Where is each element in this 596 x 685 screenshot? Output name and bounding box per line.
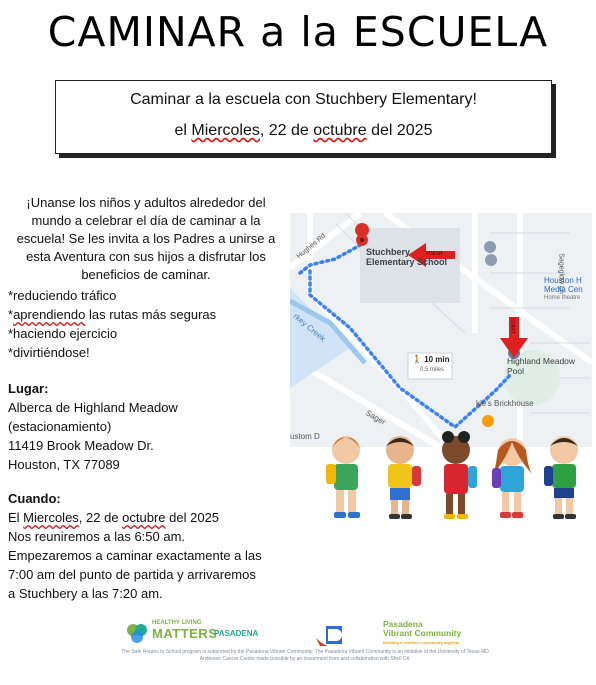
healthy-living-logo-main: MATTERS [152,626,218,641]
location-section [8,379,178,474]
benefit-word: aprendiendo [13,307,86,322]
location-line: 11419 Brook Meadow Dr. [8,438,154,453]
footer-disclaimer: The Safe Routes to School program is supported by the Pasadena Vibrant Community. The Pasadena Vibrant Community is an initiative of the University of Texas MD Anderson Cancer Center made possible by an investment from and collaboration with Shell Oil. [121,649,489,662]
kid-4 [492,438,532,518]
banner-line-1: Caminar a la escuela con Stuchbery Elementary! [130,91,477,108]
walk-time-value: 10 min [424,355,450,364]
finish-arrow-label: FINISH [426,251,443,257]
location-line: (estacionamiento) [8,419,112,434]
benefit-item: *reduciendo tráfico [8,288,117,303]
pasadena-shield-logo [316,624,344,648]
poi-label-line: Home theatre [544,295,581,301]
healthy-living-logo-city: PASADENA [214,629,259,638]
road-label: Hughes Rd [295,232,328,261]
poi-label-line: Houston H [544,276,582,285]
benefit-item: *haciendo ejercicio [8,326,118,341]
kid-3 [442,431,477,519]
banner-date-year: del 2025 [366,122,433,139]
when-line: Empezaremos a caminar exactamente a las [8,548,262,563]
benefit-rest: las rutas más seguras [85,307,217,322]
page-title: CAMINAR a la ESCUELA [47,8,549,56]
vibrant-community-tagline: Building a healthier community together [383,640,460,645]
school-label-line: Stuchbery [366,247,411,257]
banner-date-month: octubre [313,122,367,139]
vibrant-community-line: Pasadena [383,619,423,629]
walk-time-box [412,355,450,375]
benefit-item: *divirtiéndose! [8,345,90,360]
when-line [8,508,290,527]
creek-label: rkey Creek [291,311,328,344]
poi-label [544,276,583,303]
healthy-living-logo-top: HEALTHY LIVING [152,620,202,626]
vibrant-community-line: Vibrant Community [383,628,462,638]
when-line: Nos reuniremos a las 6:50 am. [8,529,186,544]
banner-date-mid: , 22 de [259,122,314,139]
kid-2 [386,436,421,519]
route-map [290,213,592,447]
banner-line-2 [56,122,551,140]
benefit-star: * [8,307,14,322]
when-line: 7:00 am del punto de partida y arrivaremos [8,567,256,582]
benefit-item [8,305,216,324]
road-label: Sager [364,408,388,427]
when-day: Miercoles [23,510,79,525]
school-label-line: Elementary School [366,257,448,267]
banner-date-day: Miercoles [191,122,260,139]
when-year: del 2025 [165,510,220,525]
walk-time: 🚶 10 min [412,355,450,364]
poi-label-line: Media Cen [544,285,583,294]
healthy-living-logo-icon [125,622,149,644]
start-arrow-label: START [508,318,515,334]
when-prefix: El [8,510,24,525]
when-section [8,489,290,603]
banner-date-prefix: el [174,122,192,139]
when-line: a Stuchbery a las 7:20 am. [8,586,163,601]
pool-label: Highland Meadow Pool [507,356,576,376]
walk-distance: 0.5 miles [420,367,445,373]
kid-5 [544,436,578,519]
walking-kids-illustration [318,428,588,528]
road-label: ustom D [290,432,320,441]
when-month: octubre [122,510,166,525]
kid-1 [326,436,360,518]
event-banner [55,80,552,154]
benefits-list [8,286,216,362]
road-label: Sageglow Ln [557,253,565,294]
sponsor-logos [120,620,480,650]
vibrant-community-logo [383,620,461,647]
when-heading: Cuando: [8,491,61,506]
location-line: Alberca de Highland Meadow [8,400,178,415]
school-label [366,247,447,267]
poi-label: kie's Brickhouse [476,399,534,408]
location-heading: Lugar: [8,381,49,396]
intro-paragraph: ¡Unanse los niños y adultos alrededor del mundo a celebrar el día de caminar a la escuela! Se les invita a los Padres a unirse a esta Aventura con sus hijos a disfrutar los beneficios de caminar. [16,195,276,282]
when-mid: , 22 de [78,510,123,525]
location-line: Houston, TX 77089 [8,457,120,472]
